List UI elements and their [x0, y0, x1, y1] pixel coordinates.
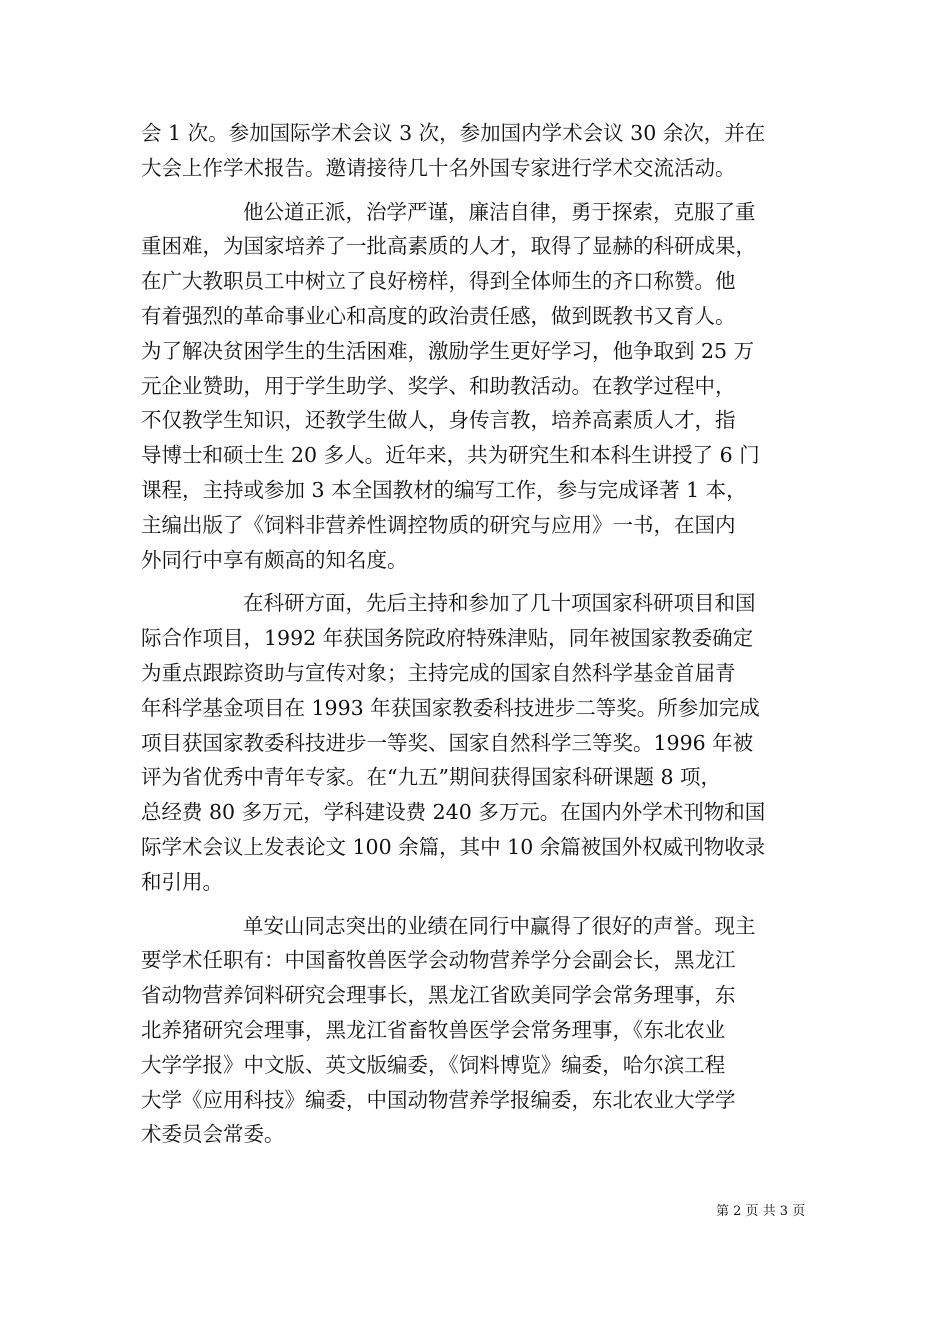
text-line: 在科研方面，先后主持和参加了几十项国家科研项目和国	[243, 591, 756, 616]
text-line: 大学学报》中文版、英文版编委，《饲料博览》编委，哈尔滨工程	[141, 1052, 726, 1077]
text-line: 导博士和硕士生 20 多人。近年来，共为研究生和本科生讲授了 6 门	[141, 443, 760, 468]
text-line: 和引用。	[141, 869, 223, 894]
text-line: 有着强烈的革命事业心和高度的政治责任感，做到既教书又育人。	[141, 303, 736, 328]
text-line: 元企业赞助，用于学生助学、奖学、和助教活动。在教学过程中，	[141, 373, 736, 398]
text-line: 主编出版了《饲料非营养性调控物质的研究与应用》一书，在国内	[141, 512, 736, 537]
text-line: 会 1 次。参加国际学术会议 3 次，参加国内学术会议 30 余次，并在	[141, 121, 766, 145]
text-line: 外同行中享有颇高的知名度。	[141, 547, 408, 572]
paragraph-2	[141, 195, 821, 578]
text-line: 际合作项目，1992 年获国务院政府特殊津贴，同年被国家教委确定	[141, 626, 754, 651]
paragraph-4	[141, 909, 821, 1153]
text-line: 为了解决贫困学生的生活困难，激励学生更好学习，他争取到 25 万	[141, 338, 755, 363]
paragraph-3	[141, 586, 821, 899]
text-line: 在广大教职员工中树立了良好榜样，得到全体师生的齐口称赞。他	[141, 269, 736, 294]
text-line: 单安山同志突出的业绩在同行中赢得了很好的声誉。现主	[243, 913, 756, 938]
text-line: 大会上作学术报告。邀请接待几十名外国专家进行学术交流活动。	[141, 155, 736, 180]
paragraph-1	[141, 116, 821, 186]
body-text	[141, 116, 821, 1152]
text-line: 术委员会常委。	[141, 1122, 285, 1147]
page-number: 第 2 页 共 3 页	[716, 1204, 806, 1219]
text-line: 评为省优秀中青年专家。在“九五”期间获得国家科研课题 8 项，	[141, 765, 722, 790]
text-line: 大学《应用科技》编委，中国动物营养学报编委，东北农业大学学	[141, 1087, 736, 1112]
text-line: 省动物营养饲料研究会理事长，黑龙江省欧美同学会常务理事，东	[141, 983, 736, 1008]
text-line: 他公道正派，治学严谨，廉洁自律，勇于探索，克服了重	[243, 199, 756, 224]
text-line: 不仅教学生知识，还教学生做人，身传言教，培养高素质人才，指	[141, 408, 736, 433]
text-line: 北养猪研究会理事，黑龙江省畜牧兽医学会常务理事，《东北农业	[141, 1017, 726, 1042]
text-line: 项目获国家教委科技进步一等奖、国家自然科学三等奖。1996 年被	[141, 730, 754, 755]
text-line: 总经费 80 多万元，学科建设费 240 多万元。在国内外学术刊物和国	[141, 800, 766, 825]
text-line: 课程，主持或参加 3 本全国教材的编写工作，参与完成译著 1 本，	[141, 477, 747, 502]
text-line: 重困难，为国家培养了一批高素质的人才，取得了显赫的科研成果，	[141, 234, 756, 259]
text-line: 年科学基金项目在 1993 年获国家教委科技进步二等奖。所参加完成	[141, 695, 760, 720]
text-line: 要学术任职有：中国畜牧兽医学会动物营养学分会副会长，黑龙江	[141, 948, 736, 973]
text-line: 际学术会议上发表论文 100 余篇，其中 10 余篇被国外权威刊物收录	[141, 834, 766, 859]
text-line: 为重点跟踪资助与宣传对象；主持完成的国家自然科学基金首届青	[141, 660, 736, 685]
